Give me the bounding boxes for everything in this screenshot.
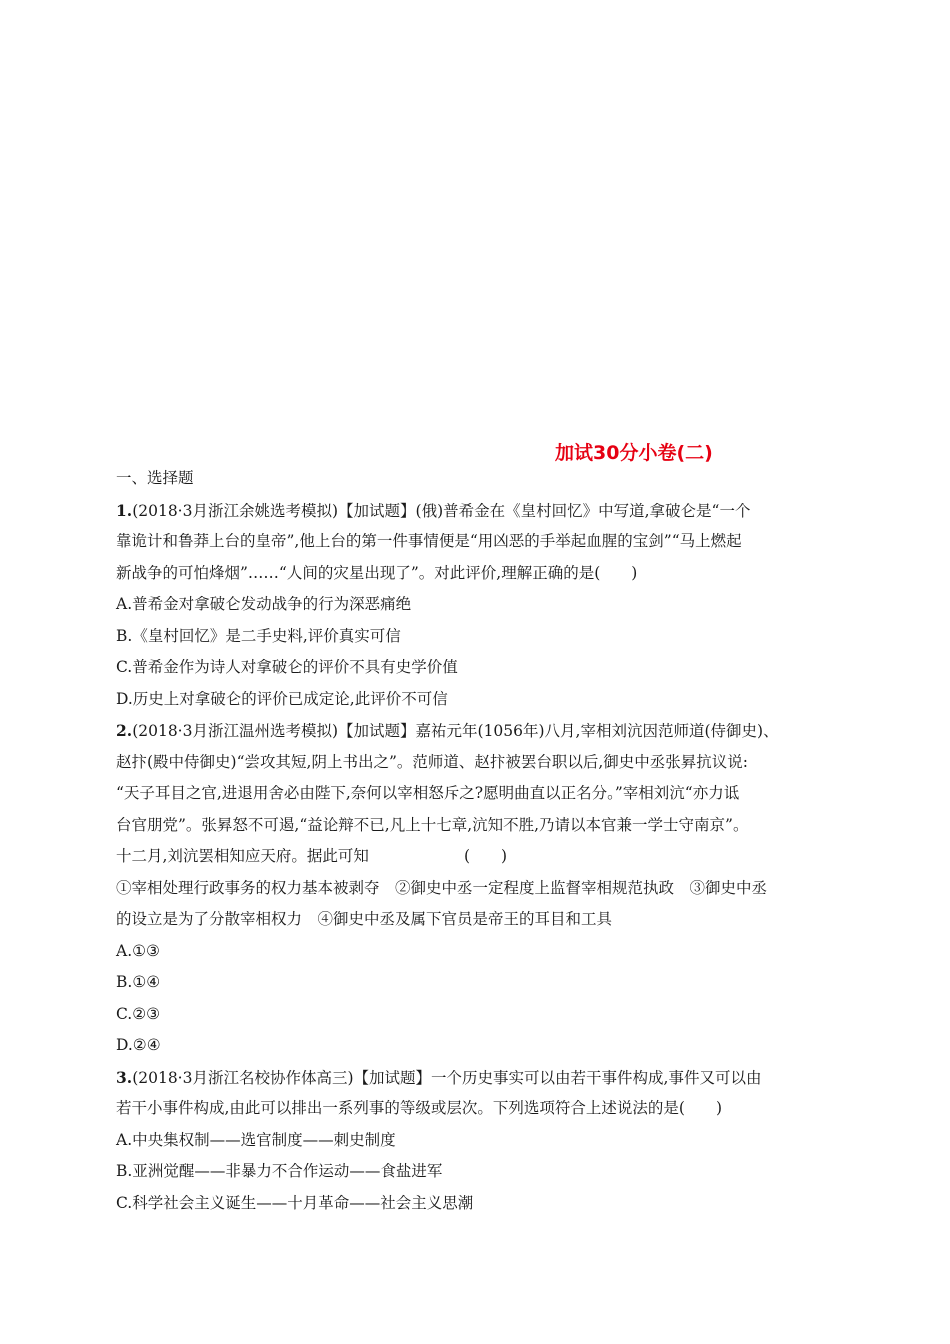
question-1 <box>116 495 836 716</box>
question-stem-line: 新战争的可怕烽烟”……“人间的灾星出现了”。对此评价,理解正确的是( ) <box>116 563 638 582</box>
question-3 <box>116 1062 836 1220</box>
question-stem-line <box>116 841 836 873</box>
question-stem-line: 台官朋党”。张昪怒不可遏,“益论辩不已,凡上十七章,沆知不胜,乃请以本官兼一学士守南京”。 <box>116 815 749 834</box>
statement-line: ①宰相处理行政事务的权力基本被剥夺 ②御史中丞一定程度上监督宰相规范执政 ③御史中丞 <box>116 878 768 897</box>
option-a[interactable]: A.普希金对拿破仑发动战争的行为深恶痛绝 <box>116 595 412 613</box>
option-c[interactable]: C.普希金作为诗人对拿破仑的评价不具有史学价值 <box>116 658 458 676</box>
stem-text: (2018·3月浙江名校协作体高三)【加试题】一个历史事实可以由若干事件构成,事件又可以由 <box>132 1068 762 1087</box>
option-b[interactable]: B.亚洲觉醒——非暴力不合作运动——食盐进军 <box>116 1162 443 1180</box>
option-a[interactable]: A.中央集权制——选官制度——刺史制度 <box>116 1130 396 1149</box>
question-number: 2. <box>116 721 133 740</box>
question-stem-line: 靠诡计和鲁莽上台的皇帝”,他上台的第一件事情便是“用凶恶的手举起血腥的宝剑”“马上燃起 <box>116 532 742 550</box>
question-stem-line: 若干小事件构成,由此可以排出一系列事的等级或层次。下列选项符合上述说法的是( ) <box>116 1099 723 1117</box>
question-2 <box>116 715 836 1062</box>
question-number: 1. <box>116 500 133 520</box>
page-title: 加试30分小卷(二) <box>555 442 713 464</box>
question-content <box>116 463 836 1219</box>
stem-text: 十二月,刘沆罢相知应天府。据此可知 <box>116 847 369 865</box>
option-a[interactable]: A.①③ <box>116 941 160 960</box>
stem-text: (2018·3月浙江温州选考模拟)【加试题】嘉祐元年(1056年)八月,宰相刘沆因范师道(侍御史)、 <box>132 722 779 740</box>
answer-blank: ( ) <box>463 847 508 865</box>
stem-text: (2018·3月浙江余姚选考模拟)【加试题】(俄)普希金在《皇村回忆》中写道,拿破仑是“一个 <box>132 501 751 520</box>
option-d[interactable]: D.②④ <box>116 1036 161 1054</box>
option-b[interactable]: B.《皇村回忆》是二手史料,评价真实可信 <box>116 626 401 645</box>
question-number: 3. <box>116 1067 133 1087</box>
section-heading: 一、选择题 <box>116 469 194 487</box>
option-c[interactable]: C.②③ <box>116 1004 161 1023</box>
question-stem-line <box>116 1062 836 1094</box>
question-stem-line <box>116 715 836 747</box>
statement-line: 的设立是为了分散宰相权力 ④御史中丞及属下官员是帝王的耳目和工具 <box>116 910 613 928</box>
question-stem-line: 赵抃(殿中侍御史)“尝攻其短,阴上书出之”。范师道、赵抃被罢台职以后,御史中丞张昪抗议说: <box>116 752 749 771</box>
option-c[interactable]: C.科学社会主义诞生——十月革命——社会主义思潮 <box>116 1193 474 1212</box>
question-stem-line: “天子耳目之官,进退用舍必由陛下,奈何以宰相怒斥之?愿明曲直以正名分。”宰相刘沆“亦力诋 <box>116 784 740 802</box>
option-d[interactable]: D.历史上对拿破仑的评价已成定论,此评价不可信 <box>116 689 448 708</box>
option-b[interactable]: B.①④ <box>116 973 161 991</box>
question-stem-line <box>116 495 836 527</box>
